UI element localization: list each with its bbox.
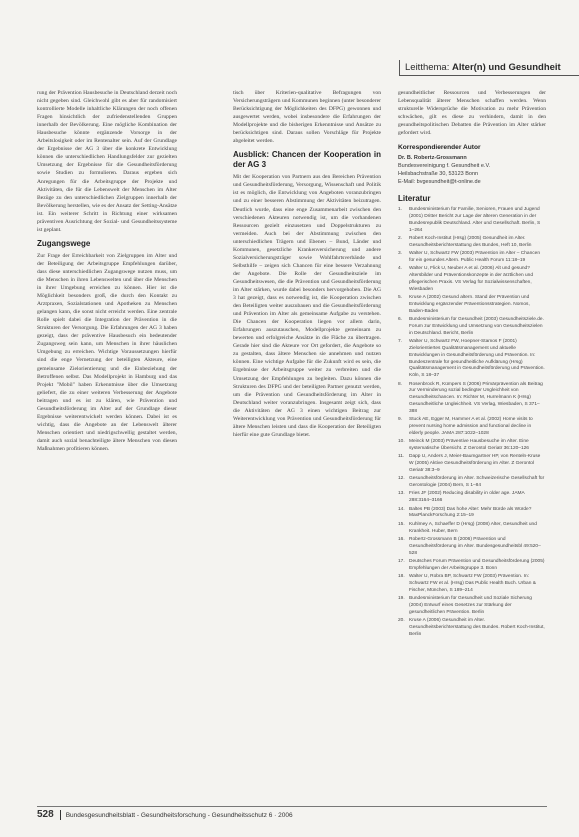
reference-number: 3. — [398, 251, 403, 257]
reference-text: Kruse A (2006) Gesundheit im Alter. Gesundheitsberichterstattung des Bundes. Robert Koch-Institut, Berlin — [409, 618, 545, 637]
reference-text: Robert Koch-Institut (Hrsg) (2005) Gesundheit im Alter. Gesundheitsberichterstattung des Bundes, Heft 10, Berlin — [409, 236, 532, 248]
reference-number: 20. — [398, 618, 405, 624]
reference-number: 15. — [398, 521, 405, 527]
section-heading-zugangswege: Zugangswege — [37, 238, 91, 248]
corresponding-author-name: Dr. B. Robertz-Grossmann — [398, 155, 467, 162]
text-column-2 — [233, 89, 381, 809]
reference-item — [398, 522, 546, 536]
section-heading-ausblick: Ausblick: Chancen der Kooperation in der AG 3 — [233, 150, 381, 170]
reference-text: Bundesministerium für Gesundheit (2003) Gesundheitsziele.de. Forum zur Entwicklung und Umsetzung von Gesundheitszielen in Deutschland. Bericht, Berlin — [409, 317, 544, 336]
reference-number: 1. — [398, 207, 403, 213]
literature-heading: Literatur — [398, 194, 431, 204]
reference-item — [398, 491, 546, 505]
journal-citation: Bundesgesundheitsblatt - Gesundheitsforschung - Gesundheitsschutz 6 · 2006 — [65, 812, 293, 819]
reference-item — [398, 295, 546, 315]
section-header-title: Alter(n) und Gesundheit — [452, 62, 561, 73]
reference-text: Stuck AE, Egger M, Hammer A et al. (2002) Home visits to prevent nursing home admission and functional decline in elderly people. JAMA 287:1022–1028 — [409, 417, 533, 436]
reference-number: 8. — [398, 381, 403, 387]
page-footer — [37, 809, 293, 821]
body-paragraph: rung der Prävention Hausbesuche in Deutschland derzeit noch nicht gegeben sind. Gleichwohl gibt es aber für randomisiert kontrollierte Modelle inhaltliche Klärungen der noch offenen Fragen hinsichtlich der zufriedenstellenden Gruppen innerhalb der Bevölkerung. Eine mögliche Kombination der Hausbesuche könnte ergänzende Vorsorge in der Arbeitslosigkeit oder im Rentenalter sein. Auf der Grundlage der Ergebnisse der AG 3 über die konkrete Entwicklung können die unterschiedlichen Handlungsfelder zur gezielten Umsetzung der Ergebnisse für die Gesundheitsförderung sowie Studien zu formulieren. Daraus ergeben sich Anregungen für die Arbeitsgruppe der Projekte und Aktivitäten, die für die Lebenswelt der Menschen im Alter Bezüge zu den unterschiedlichen Zielgruppen innerhalb der Bevölkerung herstellen, wie es der Ansatz der Setting-Ansätze ist. Ein weiterer Schritt in Richtung einer wirksamen präventiven Ausrichtung der Sozial- und Gesundheitssysteme ist geplant. — [37, 90, 177, 233]
reference-text: Kuhlmey A, Schaeffer D (Hrsg) (2008) Alter, Gesundheit und Krankheit. Huber, Bern — [409, 521, 537, 534]
reference-item — [398, 507, 546, 521]
reference-item — [398, 236, 546, 250]
reference-text: Bundesministerium für Gesundheit und Soziale Sicherung (2004) Entwurf eines Gesetzes zur Stärkung der gesundheitlichen Prävention. Berlin — [409, 596, 532, 615]
reference-text: Rosenbrock R, Kümpers S (2006) Primärprävention als Beitrag zur Verminderung sozial bedingter Ungleichheit von Gesundheitschancen. In: Richter M, Hurrelmann K (Hrsg) Gesundheitliche Ungleichheit. VS Verlag, Wiesbaden, S 371–388 — [409, 381, 543, 414]
reference-item — [398, 454, 546, 474]
section-header-prefix: Leitthema: — [405, 62, 452, 73]
address-line[interactable]: E-Mail: bvgesundheit@t-online.de — [398, 179, 481, 186]
reference-number: 19. — [398, 596, 405, 602]
reference-number: 2. — [398, 236, 403, 242]
reference-number: 13. — [398, 491, 405, 497]
reference-number: 4. — [398, 266, 403, 272]
body-paragraph: Zur Frage der Erreichbarkeit von Zielgruppen im Alter und der Beteiligung der Arbeitsgruppe Empfehlungen darüber, dass diese unterschiedlichen Zugangswege nutzen muss, um die Menschen in ihren Lebenswelten und über die Menschen in ihrer Umgebung erreichen zu können. Hier ist die Möglichkeit besonders groß, die durch den Kontakt zu Arztpraxen, Sozialstationen und Apotheken zu Menschen gelangen kann, die sonst nicht erreicht werden. Eine zentrale Rolle spielt dabei die Integration der Prävention in die Strukturen der Versorgung. Die Erfahrungen der AG 3 haben gezeigt, dass der präventive Hausbesuch ein bedeutender Zugangsweg sein kann, um Menschen in ihrer häuslichen Umgebung zu erreichen. Wichtige Voraussetzungen hierfür sind die enge Vernetzung der beteiligten Akteure, eine gemeinsame Zielorientierung und die Einbeziehung der Betroffenen selbst. Das Modellprojekt in Hamburg und das Projekt "Mobil" haben Erkenntnisse über die Umsetzung geliefert, die zu einer weiteren Verbesserung der Angebote beitragen und es ist zu klären, wie Prävention und Gesundheitsförderung im Alter auf der Grundlage dieser Ergebnisse weiterentwickelt werden können. Dabei ist es wichtig, dass die Angebote an der Lebenswelt älterer Menschen orientiert und niedrigschwellig gestaltet werden, damit auch sozial benachteiligte ältere Menschen von diesen Maßnahmen profitieren können. — [37, 252, 177, 452]
text-column-1 — [37, 89, 177, 809]
address-line: Bundesvereinigung f. Gesundheit e.V. — [398, 163, 491, 170]
reference-item — [398, 317, 546, 337]
reference-text: Walter U, Schwartz FW, Hoepner-Stamos F (2001) Zielorientiertes Qualitätsmanagement und aktuelle Entwicklungen in Gesundheitsförderung und Prävention. In: Bundeszentrale für gesundheitliche Aufklärung (Hrsg) Qualitätsmanagement in Gesundheitsförderung und Prävention. Köln, S 18–37 — [409, 339, 545, 379]
reference-number: 5. — [398, 295, 403, 301]
page-number: 528 — [37, 809, 54, 820]
reference-number: 14. — [398, 506, 405, 512]
reference-text: Walter U, Schwartz FW (2003) Prävention im Alter – Chancen für ein gesundes Altern. Public Health Forum 11:18–19 — [409, 251, 540, 264]
reference-item — [398, 439, 546, 453]
reference-text: Walter U, Robra BP, Schwartz FW (2003) Prävention. In: Schwartz FW et al. (Hrsg) Das Public Health Buch. Urban & Fischer, München, S 189–214 — [409, 574, 536, 593]
address-line: Heilsbachstraße 30, 53123 Bonn — [398, 171, 479, 178]
reference-item — [398, 207, 546, 234]
reference-text: Robertz-Grossmann B (2006) Prävention und Gesundheitsförderung im Alter. Bundesgesundheitsbl 49:520–528 — [409, 537, 541, 556]
section-header — [399, 60, 579, 76]
reference-number: 7. — [398, 339, 403, 345]
reference-number: 12. — [398, 476, 405, 482]
reference-item — [398, 618, 546, 638]
reference-text: Gesundheitsförderung im Alter. Schweizerische Gesellschaft für Gerontologie (2004) Bern, S 1–84 — [409, 476, 545, 489]
reference-number: 6. — [398, 317, 403, 323]
reference-item — [398, 339, 546, 380]
reference-text: Meinck M (2003) Präventive Hausbesuche im Alter. Eine systematische Übersicht. Z Gerontol Geriatr 36:120–126 — [409, 439, 529, 451]
reference-item — [398, 596, 546, 616]
reference-number: 10. — [398, 439, 405, 445]
reference-item — [398, 417, 546, 437]
body-paragraph: tisch über Kriterien-qualitative Befragungen von Versicherungsträgern und Kommunen beginnen (unter besonderer Berücksichtigung der Möglichkeiten des DFPG) gewonnen und ausgewertet werden, wobei insbesondere die Erfahrungen der Modellprojekte und die bisherigen Erkenntnisse und Ansätze zu berücksichtigen sind. Daraus sollen Vorschläge für Projekte abgeleitet werden. — [233, 90, 381, 145]
reference-item — [398, 382, 546, 416]
corresponding-author-heading: Korrespondierender Autor — [398, 144, 481, 152]
reference-number: 9. — [398, 417, 403, 423]
reference-number: 16. — [398, 537, 405, 543]
reference-item — [398, 251, 546, 265]
reference-text: Deutsches Forum Prävention und Gesundheitsförderung (2005) Empfehlungen der Arbeitsgruppe 3. Bonn — [409, 559, 545, 571]
reference-text: Baltes PB (2003) Das hohe Alter: Mehr Bürde als Würde? MaxPlanckForschung 2:15–19 — [409, 506, 532, 519]
reference-number: 11. — [398, 454, 405, 460]
corresponding-author-block — [398, 154, 546, 186]
reference-item — [398, 574, 546, 594]
reference-item — [398, 266, 546, 293]
body-paragraph: gesundheitlicher Ressourcen und Verbesserungen der Lebensqualität älterer Menschen schaffen werden. Wenn strukturelle Widersprüche die Motivation zu mehr Prävention schwächen, gilt es diese zu verhindern, damit in den gesundheitspolitischen Debatten die Prävention im Alter stärker gefordert wird. — [398, 90, 546, 137]
footer-separator — [60, 810, 61, 820]
reference-text: Bundesministerium für Familie, Senioren, Frauen und Jugend (2001) Dritter Bericht zur Lage der älteren Generation in der Bundesrepublik Deutschland. Alter und Gesellschaft. Berlin, S 1–264 — [409, 207, 541, 233]
footer-divider — [37, 806, 547, 807]
body-paragraph: Mit der Kooperation von Partnern aus den Bereichen Prävention und Gesundheitsförderung, Versorgung, Wissenschaft und Politik ist es möglich, die Entwicklung von Angeboten voranzubringen und zu einer besseren Abstimmung der Aktivitäten beizutragen. Deutlich wurde, dass eine enge Zusammenarbeit zwischen den verschiedenen Akteuren notwendig ist, um die vorhandenen Ressourcen gezielt einzusetzen und Doppelstrukturen zu vermeiden. Auch bei der Abstimmung zwischen den unterschiedlichen Trägern und Ebenen – Bund, Länder und Kommunen, gesetzliche Krankenversicherung und andere Sozialversicherungsträger sowie Wohlfahrtsverbände und Selbsthilfe – zeigen sich Chancen für eine bessere Verzahnung der Angebote. Die Rolle der Gesundheitsziele im Gesundheitswesen, die die Prävention und Gesundheitsförderung im Alter stärken, wurde dabei besonders hervorgehoben. Die AG 3 hat gezeigt, dass es notwendig ist, die Kooperation zwischen den Beteiligten weiter auszubauen und die Gesundheitsförderung und Prävention im Alter als gemeinsame Aufgabe zu verstehen. Die Chancen der Kooperation liegen vor allem darin, Erfahrungen auszutauschen, Modellprojekte gemeinsam zu bewerten und erfolgreiche Ansätze in die Fläche zu übertragen. Gerade hier sind die Akteure vor Ort gefordert, die Angebote so zu gestalten, dass ältere Menschen sie annehmen und nutzen können. Eine wichtige Aufgabe für die Zukunft wird es sein, die Ergebnisse der Arbeitsgruppe weiter zu verbreiten und die Umsetzung der Empfehlungen zu begleiten. Dazu können die Strukturen des DFPG und der beteiligten Partner genutzt werden, um die Prävention und Gesundheitsförderung im Alter in Deutschland weiter voranzubringen. Insgesamt zeigt sich, dass die Aktivitäten der AG 3 einen wichtigen Beitrag zur Weiterentwicklung von Prävention und Gesundheitsförderung für ältere Menschen leisten und dass die Kooperation der Beteiligten hierfür eine gute Grundlage bietet. — [233, 174, 381, 438]
reference-number: 17. — [398, 559, 405, 565]
reference-item — [398, 559, 546, 573]
reference-text: Fries JF (2002) Reducing disability in older age. JAMA 288:3164–3166 — [409, 491, 525, 504]
reference-list — [398, 207, 546, 638]
reference-item — [398, 537, 546, 557]
reference-text: Walter U, Flick U, Neuber A et al. (2006) Alt und gesund? Altersbilder und Präventionskonzepte in der ärztlichen und pflegerischen Praxis. VS Verlag für Sozialwissenschaften, Wiesbaden — [409, 266, 533, 292]
reference-item — [398, 476, 546, 490]
reference-text: Kruse A (2002) Gesund altern. Stand der Prävention und Entwicklung ergänzender Präventionsstrategien. Nomos, Baden-Baden — [409, 295, 530, 314]
reference-text: Dapp U, Anders J, Meier-Baumgartner HP, von Renteln-Kruse W (2005) Aktive Gesundheitsförderung im Alter. Z Gerontol Geriatr 38:3–9 — [409, 454, 541, 473]
reference-number: 18. — [398, 574, 405, 580]
text-column-3 — [398, 89, 546, 809]
